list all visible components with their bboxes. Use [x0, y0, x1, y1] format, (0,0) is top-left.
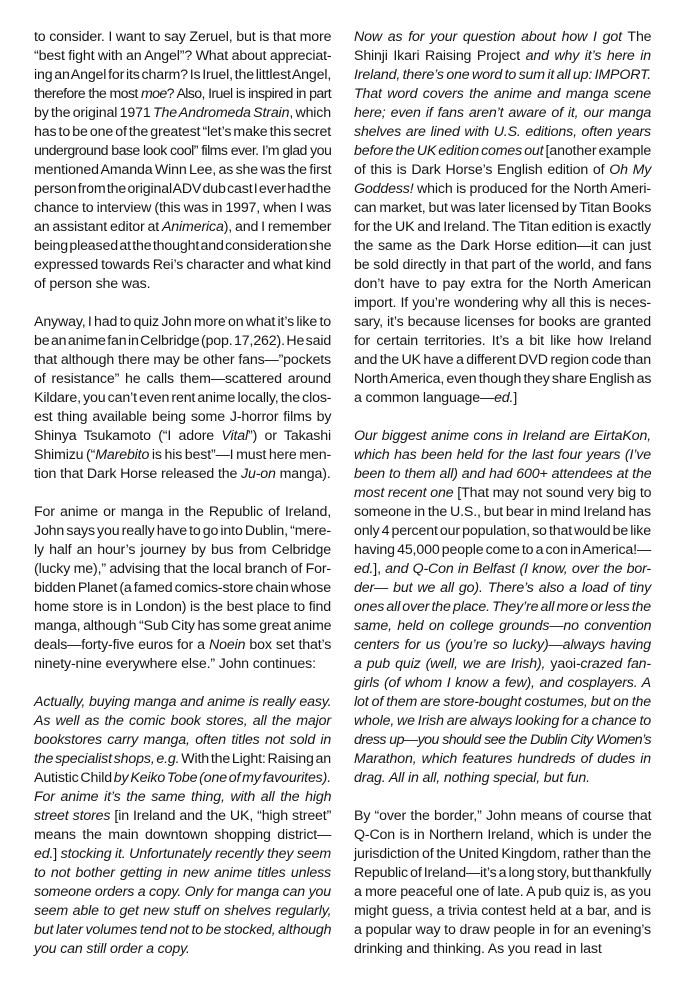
- text-run: , which: [289, 105, 331, 121]
- text-run: is his best”—I must here men-: [149, 447, 332, 463]
- text-line: [34, 275, 331, 294]
- italic-text-run: stocking it. Unfortunately recently they seem: [60, 846, 331, 862]
- text-line: [354, 389, 651, 408]
- text-run: by the original 1971: [34, 105, 153, 121]
- italic-text-run: lot of them are store-bought costumes, but on the: [354, 694, 651, 710]
- text-line: [34, 902, 331, 921]
- italic-text-run: girls (of whom I know a few), and cosplayers. A: [354, 675, 651, 691]
- text-line: [34, 427, 331, 446]
- italic-text-run: Vital: [221, 428, 248, 444]
- paragraph: [34, 28, 331, 294]
- text-line: [354, 921, 651, 940]
- text-run: having 45,000 people come to a con in America!—: [354, 542, 652, 558]
- text-line: [34, 522, 331, 541]
- text-line: [34, 826, 331, 845]
- text-run: an assistant editor at: [34, 219, 162, 235]
- text-line: [354, 465, 651, 484]
- italic-text-run: Ireland, there’s one word to sum it all up: IMPORT.: [354, 67, 652, 83]
- text-line: [34, 769, 331, 788]
- text-run: for certain territories. It’s a bit like how Ireland: [354, 333, 652, 349]
- italic-text-run: and Q-Con in Belfast (I know, over the bor-: [385, 561, 651, 577]
- italic-text-run: dress up—you should see the Dublin City Women’s: [354, 732, 652, 748]
- text-run: which is produced for the North Ameri-: [413, 181, 651, 197]
- text-line: [354, 693, 651, 712]
- text-line: [354, 142, 651, 161]
- italic-text-run: someone orders a copy. Only for manga can you: [34, 884, 331, 900]
- text-run: For anime or manga in the Republic of Ireland,: [34, 504, 331, 520]
- text-line: [34, 807, 331, 826]
- text-line: [34, 731, 331, 750]
- text-run: for the UK and Ireland. The Titan edition is exactly: [354, 219, 651, 235]
- text-line: [354, 617, 651, 636]
- text-run: Shinji Ikari Raising Project: [354, 48, 526, 64]
- text-run: to consider. I want to say Zeruel, but is that more: [34, 29, 332, 45]
- italic-text-run: Actually, buying manga and anime is really easy.: [34, 694, 332, 710]
- text-run: (lucky me),” advising that the local branch of For-: [34, 561, 331, 577]
- text-run: jurisdiction of the United Kingdom, rather than the: [354, 846, 651, 862]
- text-run: underground base look cool” films ever. I’m glad you: [34, 143, 332, 159]
- italic-text-run: As well as the comic book stores, all the major: [34, 713, 331, 729]
- text-line: [34, 408, 331, 427]
- text-run: tion that Dark Horse released the: [34, 466, 242, 482]
- text-line: [34, 389, 331, 408]
- italic-text-run: Our biggest anime cons in Ireland are EirtaKon,: [354, 428, 651, 444]
- text-run: chance to interview (this was in 1997, when I was: [34, 200, 332, 216]
- text-line: [354, 104, 651, 123]
- text-line: [354, 560, 651, 579]
- text-line: [354, 883, 651, 902]
- text-run: a popular way to draw people in for an evening’s: [354, 922, 651, 938]
- text-line: [34, 693, 331, 712]
- paragraph: [34, 693, 331, 959]
- text-run: expressed towards Rei’s character and what kind: [34, 257, 331, 273]
- italic-text-run: Noein: [209, 637, 246, 653]
- italic-text-run: to not bother getting in new anime titles unless: [34, 865, 331, 881]
- paragraph: [34, 503, 331, 674]
- text-line: [354, 47, 651, 66]
- italic-text-run: Now as for your question about how I got: [354, 29, 622, 45]
- text-line: [354, 199, 651, 218]
- text-line: [354, 598, 651, 617]
- text-run: [another example: [543, 143, 652, 159]
- text-line: [354, 674, 651, 693]
- text-run: being pleased at the thought and consideration she: [34, 238, 332, 254]
- text-line: [354, 370, 651, 389]
- italic-text-run: same, held on college grounds—no convention: [354, 618, 652, 634]
- text-run: yaoi: [545, 656, 576, 672]
- text-run: Kildare, you can’t even rent anime locally, the clos-: [34, 390, 332, 406]
- text-run: of person she was.: [34, 276, 151, 292]
- text-line: [354, 807, 651, 826]
- text-line: [354, 256, 651, 275]
- text-line: [34, 218, 331, 237]
- text-run: est thing available being some J-horror films by: [34, 409, 332, 425]
- text-run: mentioned Amanda Winn Lee, as she was the first: [34, 162, 332, 178]
- text-line: [34, 180, 331, 199]
- text-line: [34, 104, 331, 123]
- italic-text-run: the specialist shops, e.g.: [34, 751, 180, 767]
- text-run: sary, it’s because licenses for books are granted: [354, 314, 651, 330]
- text-line: [34, 845, 331, 864]
- text-run: By “over the border,” John means of course that: [354, 808, 652, 824]
- text-line: [34, 617, 331, 636]
- text-line: [34, 370, 331, 389]
- text-line: [354, 522, 651, 541]
- text-line: [34, 47, 331, 66]
- paragraph: [34, 313, 331, 484]
- italic-text-run: before the UK edition comes out: [354, 143, 544, 159]
- text-run: a common language—: [354, 390, 495, 406]
- text-line: [34, 864, 331, 883]
- text-run: Shinya Tsukamoto (“I adore: [34, 428, 222, 444]
- italic-text-run: and why it’s here in: [525, 48, 651, 64]
- italic-text-run: ed.: [354, 561, 374, 577]
- text-run: The: [621, 29, 652, 45]
- text-run: drinking and thinking. As you read in last: [354, 941, 602, 957]
- text-line: [34, 560, 331, 579]
- text-line: [354, 503, 651, 522]
- text-column-right: [354, 28, 651, 978]
- text-line: [34, 351, 331, 370]
- italic-text-run: Marebito: [95, 447, 150, 463]
- italic-text-run: bookstores carry manga, often titles not sold in: [34, 732, 332, 748]
- text-line: [354, 66, 651, 85]
- text-line: [34, 883, 331, 902]
- text-line: [354, 902, 651, 921]
- italic-text-run: most recent one: [354, 485, 454, 501]
- text-line: [34, 313, 331, 332]
- text-line: [354, 446, 651, 465]
- text-run: Anyway, I had to quiz John more on what it’s like to: [34, 314, 331, 330]
- text-line: [354, 161, 651, 180]
- text-run: therefore the most: [34, 86, 141, 102]
- text-run: box set that’s: [245, 637, 332, 653]
- text-line: [354, 826, 651, 845]
- italic-text-run: centers for us (you’re so lucky)—always having: [354, 637, 651, 653]
- text-run: manga).: [275, 466, 331, 482]
- text-run: John says you really have to go into Dublin, “mere-: [34, 523, 331, 539]
- text-line: [354, 313, 651, 332]
- text-run: a more peaceful one of late. A pub quiz is, as you: [354, 884, 651, 900]
- text-run: ninety-nine everywhere else.” John continues:: [34, 656, 316, 672]
- text-run: someone in the U.S., but bear in mind Ireland has: [354, 504, 651, 520]
- italic-text-run: That word covers the anime and manga scene: [354, 86, 651, 102]
- text-line: [34, 161, 331, 180]
- text-line: [34, 465, 331, 484]
- italic-text-run: For anime it’s the same thing, with all the high: [34, 789, 332, 805]
- text-run: ? Also, Iruel is inspired in part: [166, 86, 331, 102]
- text-run: ing an Angel for its charm? Is Iruel, the littlest Angel,: [34, 67, 332, 83]
- text-line: [354, 845, 651, 864]
- text-line: [34, 712, 331, 731]
- text-line: [34, 66, 331, 85]
- text-line: [34, 636, 331, 655]
- text-line: [34, 921, 331, 940]
- text-line: [34, 28, 331, 47]
- text-line: [354, 123, 651, 142]
- text-line: [354, 864, 651, 883]
- italic-text-run: whole, we Irish are always looking for a chance to: [354, 713, 651, 729]
- text-line: [34, 655, 331, 674]
- text-run: [That may not sound very big to: [453, 485, 652, 501]
- italic-text-run: der— but we all go). There’s also a load of tiny: [354, 580, 652, 596]
- text-column-left: [34, 28, 331, 978]
- text-line: [34, 332, 331, 351]
- text-line: [354, 940, 651, 959]
- text-line: [354, 28, 651, 47]
- italic-text-run: a pub quiz (well, we are Irish),: [354, 656, 546, 672]
- paragraph: [354, 28, 651, 408]
- text-line: [354, 351, 651, 370]
- text-line: [34, 237, 331, 256]
- text-run: Q-Con is in Northern Ireland, which is under the: [354, 827, 652, 843]
- text-line: [34, 788, 331, 807]
- text-run: Shimizu (“: [34, 447, 96, 463]
- text-line: [34, 446, 331, 465]
- italic-text-run: Ju-on: [241, 466, 276, 482]
- text-run: bidden Planet (a famed comics-store chain whose: [34, 580, 331, 596]
- text-run: be sold directly in that part of the world, and fans: [354, 257, 652, 273]
- italic-text-run: ones all over the place. They’re all more or less the: [354, 599, 652, 615]
- text-run: that although there may be other fans—”pockets: [34, 352, 331, 368]
- text-run: Republic of Ireland—it’s a long story, but thankfully: [354, 865, 652, 881]
- text-run: ]: [513, 390, 518, 406]
- italic-text-run: Oh My: [609, 162, 652, 178]
- text-line: [354, 579, 651, 598]
- text-run: home store is in London) is the best place to find: [34, 599, 331, 615]
- text-run: ],: [373, 561, 386, 577]
- italic-text-run: -crazed fan-: [575, 656, 652, 672]
- italic-text-run: but later volumes tend not to be stocked, although: [34, 922, 332, 938]
- text-line: [354, 484, 651, 503]
- text-line: [34, 256, 331, 275]
- text-run: ]: [53, 846, 61, 862]
- text-run: [in Ireland and the UK, “high street”: [110, 808, 332, 824]
- italic-text-run: Goddess!: [354, 181, 414, 197]
- italic-text-run: street stores: [34, 808, 111, 824]
- text-line: [354, 541, 651, 560]
- text-line: [354, 427, 651, 446]
- italic-text-run: The Andromeda Strain: [152, 105, 290, 121]
- text-run: only 4 percent our population, so that would be like: [354, 523, 651, 539]
- text-run: North America, even though they share English as: [354, 371, 652, 387]
- italic-text-run: moe: [140, 86, 167, 102]
- italic-text-run: Animerica: [161, 219, 224, 235]
- text-line: [354, 655, 651, 674]
- italic-text-run: been to them all) and had 600+ attendees at the: [354, 466, 652, 482]
- text-run: With the Light: Raising an: [179, 751, 332, 767]
- italic-text-run: drag. All in all, nothing special, but fun.: [354, 770, 590, 786]
- text-run: manga, although “Sub City has some great anime: [34, 618, 332, 634]
- text-line: [34, 503, 331, 522]
- text-line: [354, 237, 651, 256]
- text-line: [34, 579, 331, 598]
- text-run: has to be one of the greatest “let’s make this secret: [34, 124, 331, 140]
- text-run: be an anime fan in Celbridge (pop. 17,262). He said: [34, 333, 332, 349]
- text-line: [34, 598, 331, 617]
- italic-text-run: seem able to get new stuff on shelves regularly,: [34, 903, 332, 919]
- text-line: [34, 750, 331, 769]
- text-run: can market, but was later licensed by Titan Books: [354, 200, 652, 216]
- text-line: [354, 750, 651, 769]
- text-line: [354, 332, 651, 351]
- text-line: [34, 940, 331, 959]
- italic-text-run: ed.: [34, 846, 54, 862]
- text-line: [34, 85, 331, 104]
- text-run: the same as the Dark Horse edition—it can just: [354, 238, 651, 254]
- text-run: ), and I remember: [223, 219, 332, 235]
- italic-text-run: you can still order a copy.: [34, 941, 190, 957]
- text-line: [354, 275, 651, 294]
- italic-text-run: ed.: [494, 390, 514, 406]
- text-line: [354, 636, 651, 655]
- text-line: [354, 180, 651, 199]
- text-line: [34, 541, 331, 560]
- text-line: [354, 769, 651, 788]
- text-run: means the main downtown shopping district—: [34, 827, 332, 843]
- text-run: don’t have to pay extra for the North American: [354, 276, 651, 292]
- paragraph: [354, 807, 651, 959]
- text-line: [354, 712, 651, 731]
- italic-text-run: which has been held for the last four years (I’ve: [354, 447, 651, 463]
- text-run: person from the original ADV dub cast I ever had the: [34, 181, 331, 197]
- text-line: [34, 123, 331, 142]
- text-run: of resistance” he calls them—scattered around: [34, 371, 331, 387]
- text-run: import. If you’re wondering why all this is neces-: [354, 295, 651, 311]
- text-line: [34, 142, 331, 161]
- text-run: and the UK have a different DVD region code than: [354, 352, 651, 368]
- paragraph: [354, 427, 651, 788]
- text-run: “best fight with an Angel”? What about appreciat-: [34, 48, 332, 64]
- text-run: Autistic Child: [34, 770, 114, 786]
- text-line: [354, 731, 651, 750]
- text-run: might guess, a trivia contest held at a bar, and is: [354, 903, 651, 919]
- text-run: deals—forty-five euros for a: [34, 637, 209, 653]
- text-line: [34, 199, 331, 218]
- text-run: ”) or Takashi: [248, 428, 331, 444]
- italic-text-run: Marathon, which features hundreds of dudes in: [354, 751, 652, 767]
- text-line: [354, 294, 651, 313]
- italic-text-run: shelves are lined with U.S. editions, often years: [354, 124, 651, 140]
- text-line: [354, 85, 651, 104]
- italic-text-run: by Keiko Tobe (one of my favourites).: [113, 770, 331, 786]
- italic-text-run: here; even if fans aren’t aware of it, our manga: [354, 105, 652, 121]
- text-run: ly half an hour’s journey by bus from Celbridge: [34, 542, 331, 558]
- text-line: [354, 218, 651, 237]
- text-run: of this is Dark Horse’s English edition of: [354, 162, 610, 178]
